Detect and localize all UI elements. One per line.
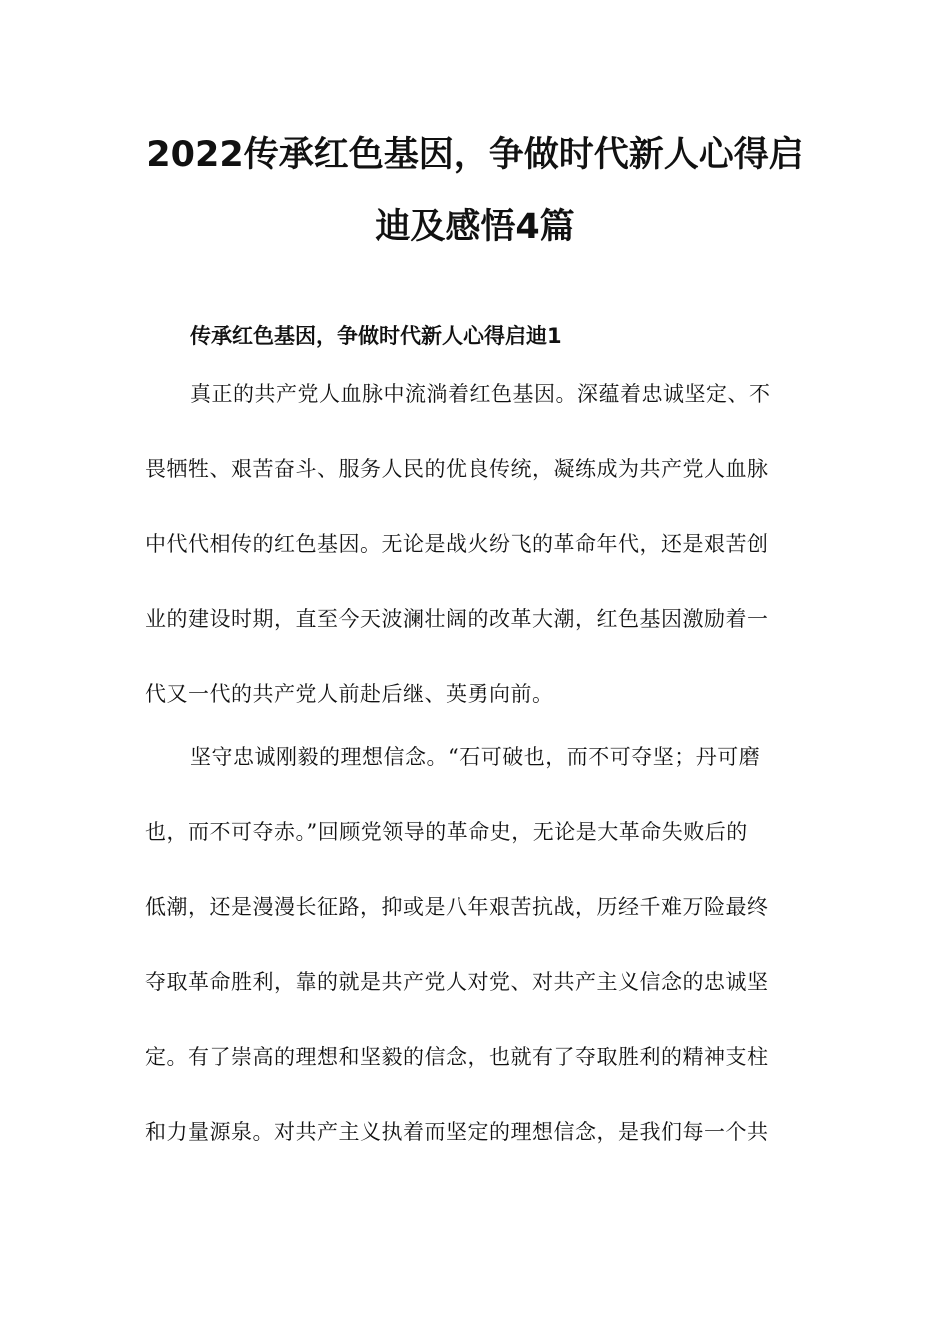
paragraph-2-line-3: 低潮，还是漫漫长征路，抑或是八年艰苦抗战，历经千难万险最终 (145, 895, 769, 919)
paragraph-1-line-5: 代又一代的共产党人前赴后继、英勇向前。 (145, 682, 554, 706)
paragraph-1-line-2: 畏牺牲、艰苦奋斗、服务人民的优良传统，凝练成为共产党人血脉 (145, 457, 769, 481)
paragraph-2-line-6: 和力量源泉。对共产主义执着而坚定的理想信念，是我们每一个共 (145, 1120, 769, 1144)
paragraph-2-line-1: 坚守忠诚刚毅的理想信念。“石可破也，而不可夺坚；丹可磨 (190, 745, 761, 769)
paragraph-1-line-3: 中代代相传的红色基因。无论是战火纷飞的革命年代，还是艰苦创 (145, 532, 769, 556)
paragraph-2-line-2: 也，而不可夺赤。”回顾党领导的革命史，无论是大革命失败后的 (145, 820, 748, 844)
document-title-line-1: 2022传承红色基因，争做时代新人心得启 (146, 135, 804, 175)
document-title-line-2: 迪及感悟4篇 (375, 207, 575, 247)
paragraph-2-line-5: 定。有了崇高的理想和坚毅的信念，也就有了夺取胜利的精神支柱 (145, 1045, 769, 1069)
paragraph-2-line-4: 夺取革命胜利，靠的就是共产党人对党、对共产主义信念的忠诚坚 (145, 970, 769, 994)
paragraph-1-line-1: 真正的共产党人血脉中流淌着红色基因。深蕴着忠诚坚定、不 (190, 382, 771, 406)
paragraph-1-line-4: 业的建设时期，直至今天波澜壮阔的改革大潮，红色基因激励着一 (145, 607, 769, 631)
section-heading: 传承红色基因，争做时代新人心得启迪1 (190, 324, 562, 348)
